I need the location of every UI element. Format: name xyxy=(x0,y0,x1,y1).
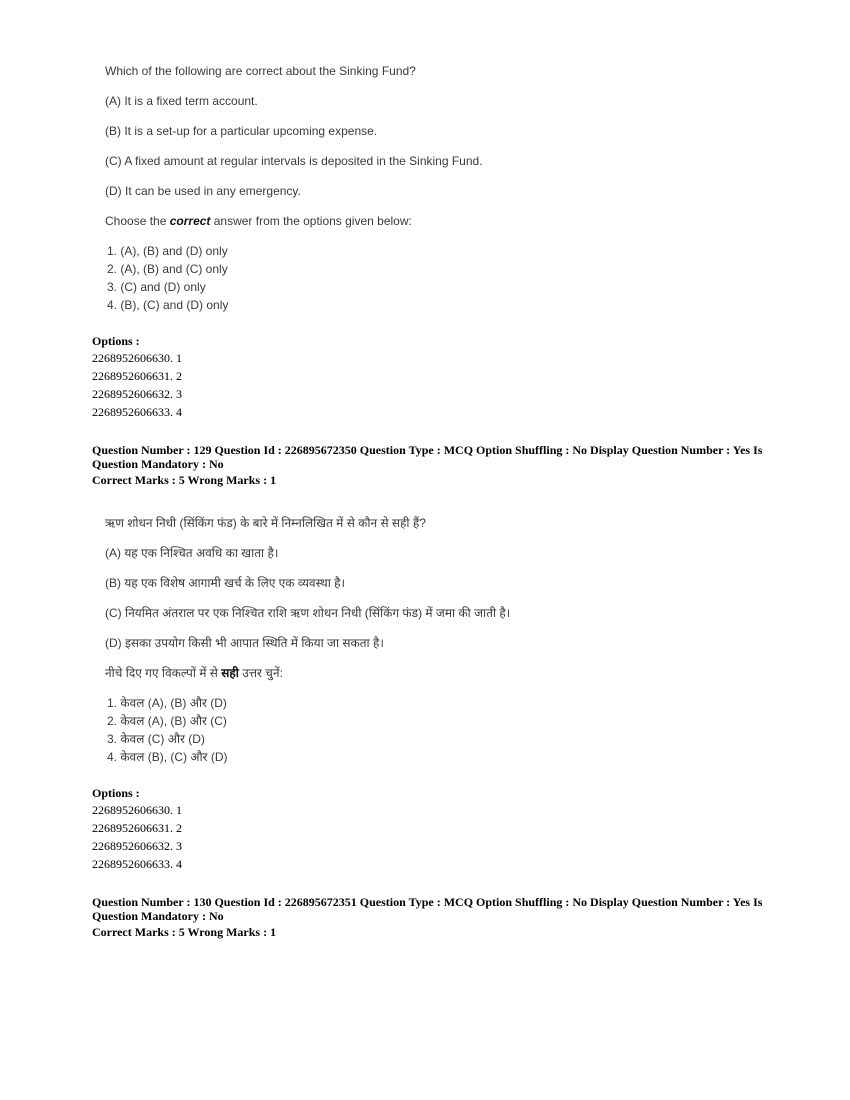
q128-option-3: 2268952606632. 3 xyxy=(92,387,182,401)
q129-stem: ऋण शोधन निधी (सिंकिंग फंड) के बारे में निम्नलिखित में से कौन से सही हैं? xyxy=(105,516,426,530)
q129-statement-d: (D) इसका उपयोग किसी भी आपात स्थिति में किया जा सकता है। xyxy=(105,636,384,650)
q129-choice-3: 3. केवल (C) और (D) xyxy=(107,732,205,746)
q129-marks: Correct Marks : 5 Wrong Marks : 1 xyxy=(92,473,277,487)
q130-meta-line2: Question Mandatory : No xyxy=(92,909,224,923)
q129-option-2: 2268952606631. 2 xyxy=(92,821,182,835)
q128-choice-3: 3. (C) and (D) only xyxy=(107,280,206,294)
q129-statement-a: (A) यह एक निश्चित अवधि का खाता है। xyxy=(105,546,279,560)
q129-meta-line1: Question Number : 129 Question Id : 226895672350 Question Type : MCQ Option Shuffling : No Display Question Number : Yes Is xyxy=(92,443,763,457)
q129-meta-line2: Question Mandatory : No xyxy=(92,457,224,471)
q128-option-1: 2268952606630. 1 xyxy=(92,351,182,365)
q128-options-label: Options : xyxy=(92,334,140,348)
q130-marks: Correct Marks : 5 Wrong Marks : 1 xyxy=(92,925,277,939)
q128-choice-2: 2. (A), (B) and (C) only xyxy=(107,262,228,276)
q129-choose-instruction: नीचे दिए गए विकल्पों में से सही उत्तर चुनें: xyxy=(105,666,283,680)
q129-statement-b: (B) यह एक विशेष आगामी खर्च के लिए एक व्यवस्था है। xyxy=(105,576,346,590)
q128-statement-c: (C) A fixed amount at regular intervals is deposited in the Sinking Fund. xyxy=(105,154,483,168)
q128-choice-1: 1. (A), (B) and (D) only xyxy=(107,244,228,258)
q128-statement-a: (A) It is a fixed term account. xyxy=(105,94,258,108)
q128-choose-instruction: Choose the correct answer from the options given below: xyxy=(105,214,412,228)
q129-choice-4: 4. केवल (B), (C) और (D) xyxy=(107,750,228,764)
q129-option-4: 2268952606633. 4 xyxy=(92,857,182,871)
q128-statement-d: (D) It can be used in any emergency. xyxy=(105,184,301,198)
q128-choice-4: 4. (B), (C) and (D) only xyxy=(107,298,229,312)
q128-option-4: 2268952606633. 4 xyxy=(92,405,182,419)
q129-choice-1: 1. केवल (A), (B) और (D) xyxy=(107,696,227,710)
q129-statement-c: (C) नियमित अंतराल पर एक निश्चित राशि ऋण शोधन निधी (सिंकिंग फंड) में जमा की जाती है। xyxy=(105,606,511,620)
q128-option-2: 2268952606631. 2 xyxy=(92,369,182,383)
q129-options-label: Options : xyxy=(92,786,140,800)
q129-choice-2: 2. केवल (A), (B) और (C) xyxy=(107,714,227,728)
q130-meta-line1: Question Number : 130 Question Id : 226895672351 Question Type : MCQ Option Shuffling : No Display Question Number : Yes Is xyxy=(92,895,763,909)
q129-option-1: 2268952606630. 1 xyxy=(92,803,182,817)
q128-stem: Which of the following are correct about the Sinking Fund? xyxy=(105,64,416,78)
q129-option-3: 2268952606632. 3 xyxy=(92,839,182,853)
q128-statement-b: (B) It is a set-up for a particular upcoming expense. xyxy=(105,124,378,138)
